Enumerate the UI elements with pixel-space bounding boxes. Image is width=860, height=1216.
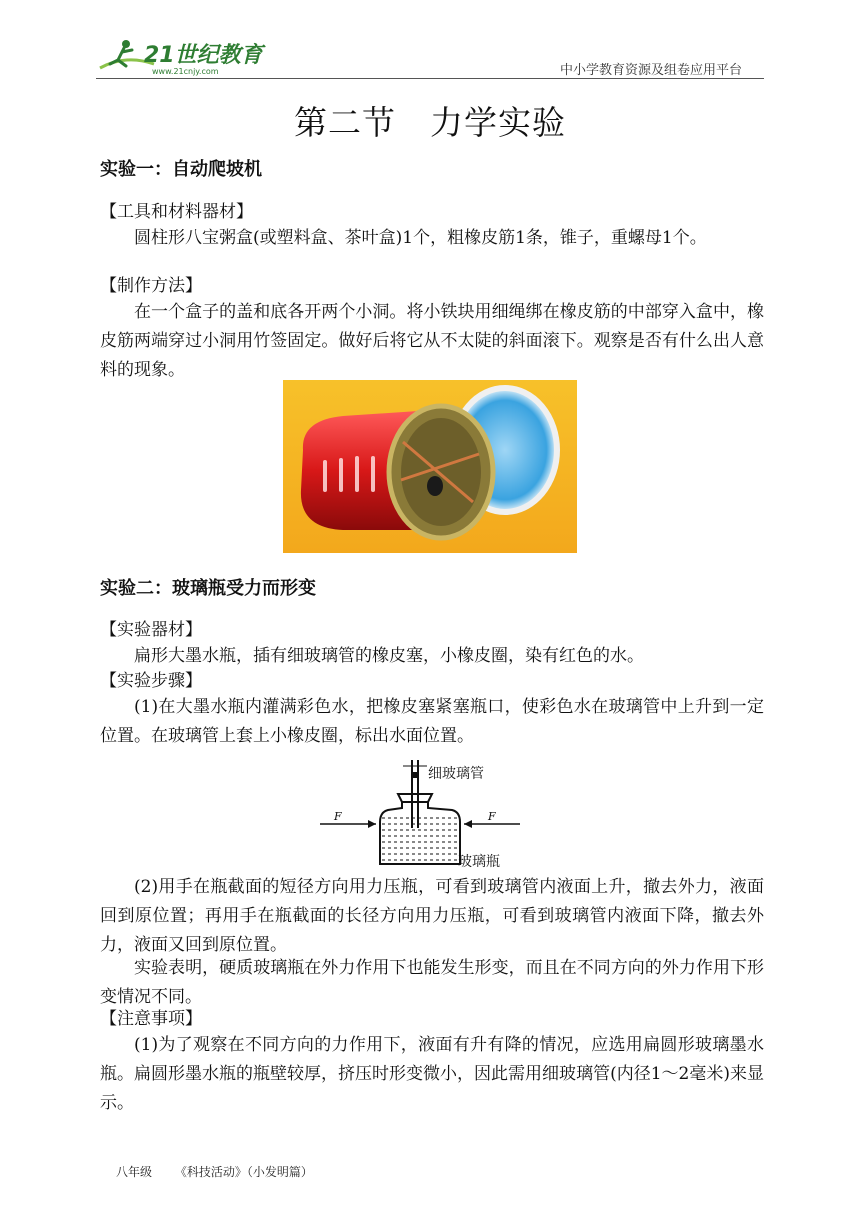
rolling-can-photo bbox=[283, 380, 577, 553]
footer-book: 《科技活动》（小发明篇） bbox=[174, 1165, 313, 1179]
exp2-heading: 实验二：玻璃瓶受力而形变 bbox=[100, 578, 316, 599]
diagram-bottle-label: 玻璃瓶 bbox=[458, 854, 500, 868]
exp1-heading: 实验一：自动爬坡机 bbox=[100, 159, 262, 180]
exp2-equip-text: 扁形大墨水瓶，插有细玻璃管的橡皮塞，小橡皮圈，染有红色的水。 bbox=[134, 646, 644, 666]
force-right-label: F bbox=[488, 810, 496, 823]
site-logo bbox=[96, 34, 266, 78]
footer-grade: 八年级 bbox=[116, 1165, 153, 1179]
exp2-equip-label: 【实验器材】 bbox=[100, 620, 202, 640]
header-platform-text: 中小学教育资源及组卷应用平台 bbox=[560, 63, 743, 78]
diagram-tube-label: 细玻璃管 bbox=[428, 766, 484, 782]
exp2-conclusion: 实验表明，硬质玻璃瓶在外力作用下也能发生形变，而且在不同方向的外力作用下形变情况不同。 bbox=[100, 958, 764, 1007]
exp2-step1: (1)在大墨水瓶内灌满彩色水，把橡皮塞紧塞瓶口，使彩色水在玻璃管中上升到一定位置。在玻璃管上套上小橡皮圈，标出水面位置。 bbox=[100, 697, 764, 746]
footer bbox=[116, 1163, 313, 1180]
exp1-method-label: 【制作方法】 bbox=[100, 276, 202, 296]
force-left-label: F bbox=[334, 810, 342, 823]
page-title: 第二节 力学实验 bbox=[294, 103, 566, 142]
exp2-steps-label: 【实验步骤】 bbox=[100, 671, 202, 691]
exp1-method-text: 在一个盒子的盖和底各开两个小洞。将小铁块用细绳绑在橡皮筋的中部穿入盒中，橡皮筋两端穿过小洞用竹签固定。做好后将它从不太陡的斜面滚下。观察是否有什么出人意料的现象。 bbox=[100, 302, 764, 380]
bottle-diagram bbox=[318, 758, 558, 868]
logo-text: 21世纪教育 bbox=[144, 43, 263, 68]
exp1-tools-text: 圆柱形八宝粥盒(或塑料盒、茶叶盒)1个，粗橡皮筋1条，锥子，重螺母1个。 bbox=[134, 228, 707, 248]
exp2-notes-label: 【注意事项】 bbox=[100, 1009, 202, 1029]
exp2-step2: (2)用手在瓶截面的短径方向用力压瓶，可看到玻璃管内液面上升，撤去外力，液面回到原位置；再用手在瓶截面的长径方向用力压瓶，可看到玻璃管内液面下降，撤去外力，液面又回到原位置。 bbox=[100, 877, 764, 955]
exp2-note1: (1)为了观察在不同方向的力作用下，液面有升有降的情况，应选用扁圆形玻璃墨水瓶。扁圆形墨水瓶的瓶壁较厚，挤压时形变微小，因此需用细玻璃管(内径1～2毫米)来显示。 bbox=[100, 1035, 764, 1113]
logo-url: www.21cnjy.com bbox=[152, 67, 219, 76]
header-divider bbox=[96, 78, 764, 79]
exp1-tools-label: 【工具和材料器材】 bbox=[100, 202, 253, 222]
